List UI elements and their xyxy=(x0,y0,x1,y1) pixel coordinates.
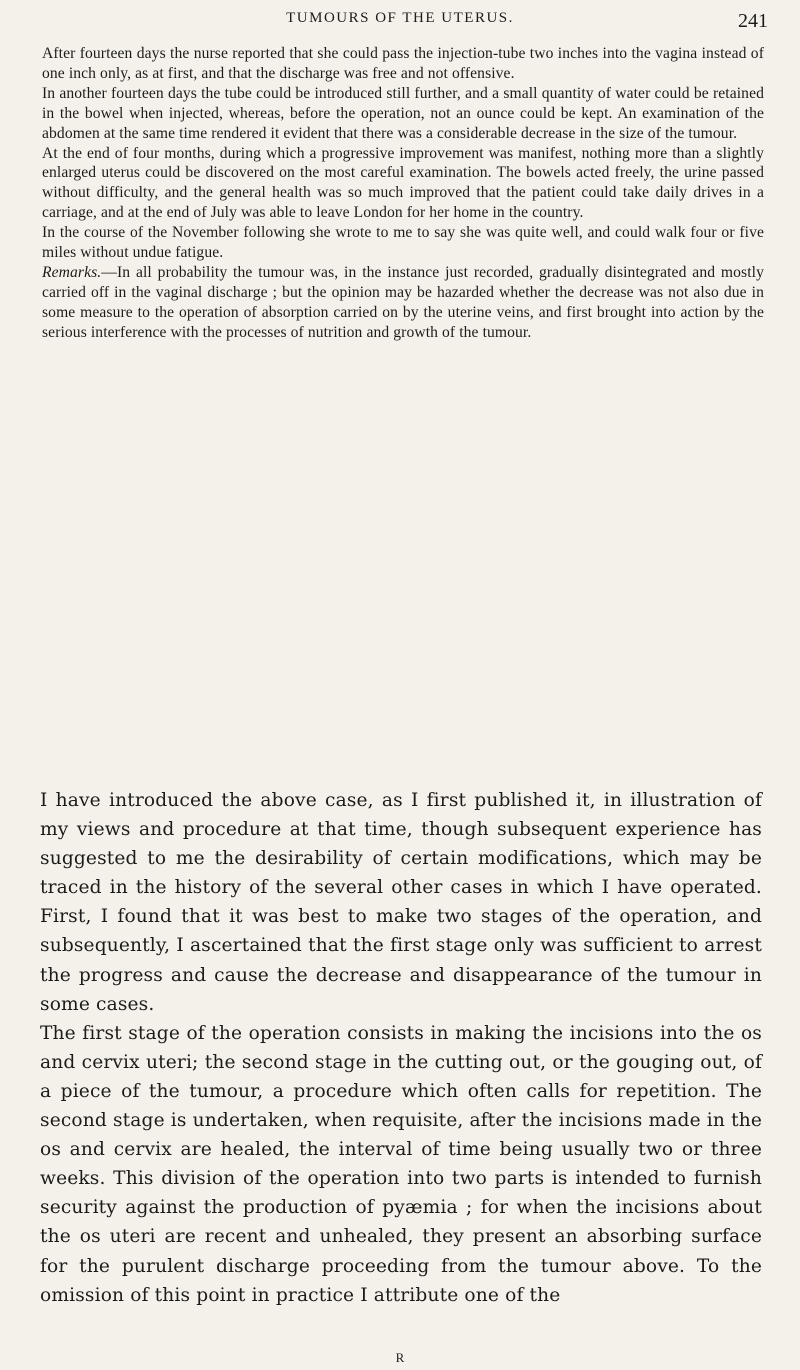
body-paragraph: I have introduced the above case, as I first published it, in illustration of my views and procedure at that time, though subsequent experience has suggested to me the desirability of certain modifications, which may be traced in the history of the several other cases in which I have operated. First, I found that it was best to make two stages of the operation, and subsequently, I ascertained that the first stage only was sufficient to arrest the progress and cause the decrease and disappearance of the tumour in some cases. xyxy=(40,790,762,1015)
page-number: 241 xyxy=(738,10,768,32)
main-text-section xyxy=(40,786,762,1310)
body-paragraph: The first stage of the operation consists in making the incisions into the os and cervix uteri; the second stage in the cutting out, or the gouging out, of a piece of the tumour, a procedure which often calls for repetition. The second stage is undertaken, when requisite, after the incisions made in the os and cervix are healed, the interval of time being usually two or three weeks. This division of the operation into two parts is intended to furnish security against the production of pyæmia ; for when the incisions about the os uteri are recent and unhealed, they present an absorbing surface for the purulent discharge proceeding from the tumour above. To the omission of this point in practice I attribute one of the xyxy=(40,1022,762,1306)
running-title: TUMOURS OF THE UTERUS. xyxy=(286,10,514,26)
remarks-text: —In all probability the tumour was, in the instance just recorded, gradually disintegrated and mostly carried off in the vaginal discharge ; but the opinion may be hazarded whether the decrease was not also due in some measure to the operation of absorption carried on by the uterine veins, and first brought into action by the serious interference with the processes of nutrition and growth of the tumour. xyxy=(42,263,764,341)
case-paragraph: At the end of four months, during which a progressive improvement was manifest, nothing more than a slightly enlarged uterus could be discovered on the most careful examination. The bowels acted freely, the urine passed without difficulty, and the general health was so much improved that the patient could take daily drives in a carriage, and at the end of July was able to leave London for her home in the country. xyxy=(42,144,764,222)
signature-mark: R xyxy=(395,1350,405,1365)
case-report-section xyxy=(42,44,764,343)
case-paragraph: In another fourteen days the tube could be introduced still further, and a small quantity of water could be retained in the bowel when injected, whereas, before the operation, not an ounce could be kept. An examination of the abdomen at the same time rendered it evident that there was a considerable decrease in the size of the tumour. xyxy=(42,84,764,142)
page-header xyxy=(0,10,800,34)
case-paragraph: In the course of the November following she wrote to me to say she was quite well, and could walk four or five miles without undue fatigue. xyxy=(42,224,764,262)
remarks-paragraph xyxy=(42,263,764,343)
case-paragraph: After fourteen days the nurse reported that she could pass the injection-tube two inches into the vagina instead of one inch only, as at first, and that the discharge was free and not offensive. xyxy=(42,45,764,82)
remarks-label: Remarks. xyxy=(42,263,102,281)
